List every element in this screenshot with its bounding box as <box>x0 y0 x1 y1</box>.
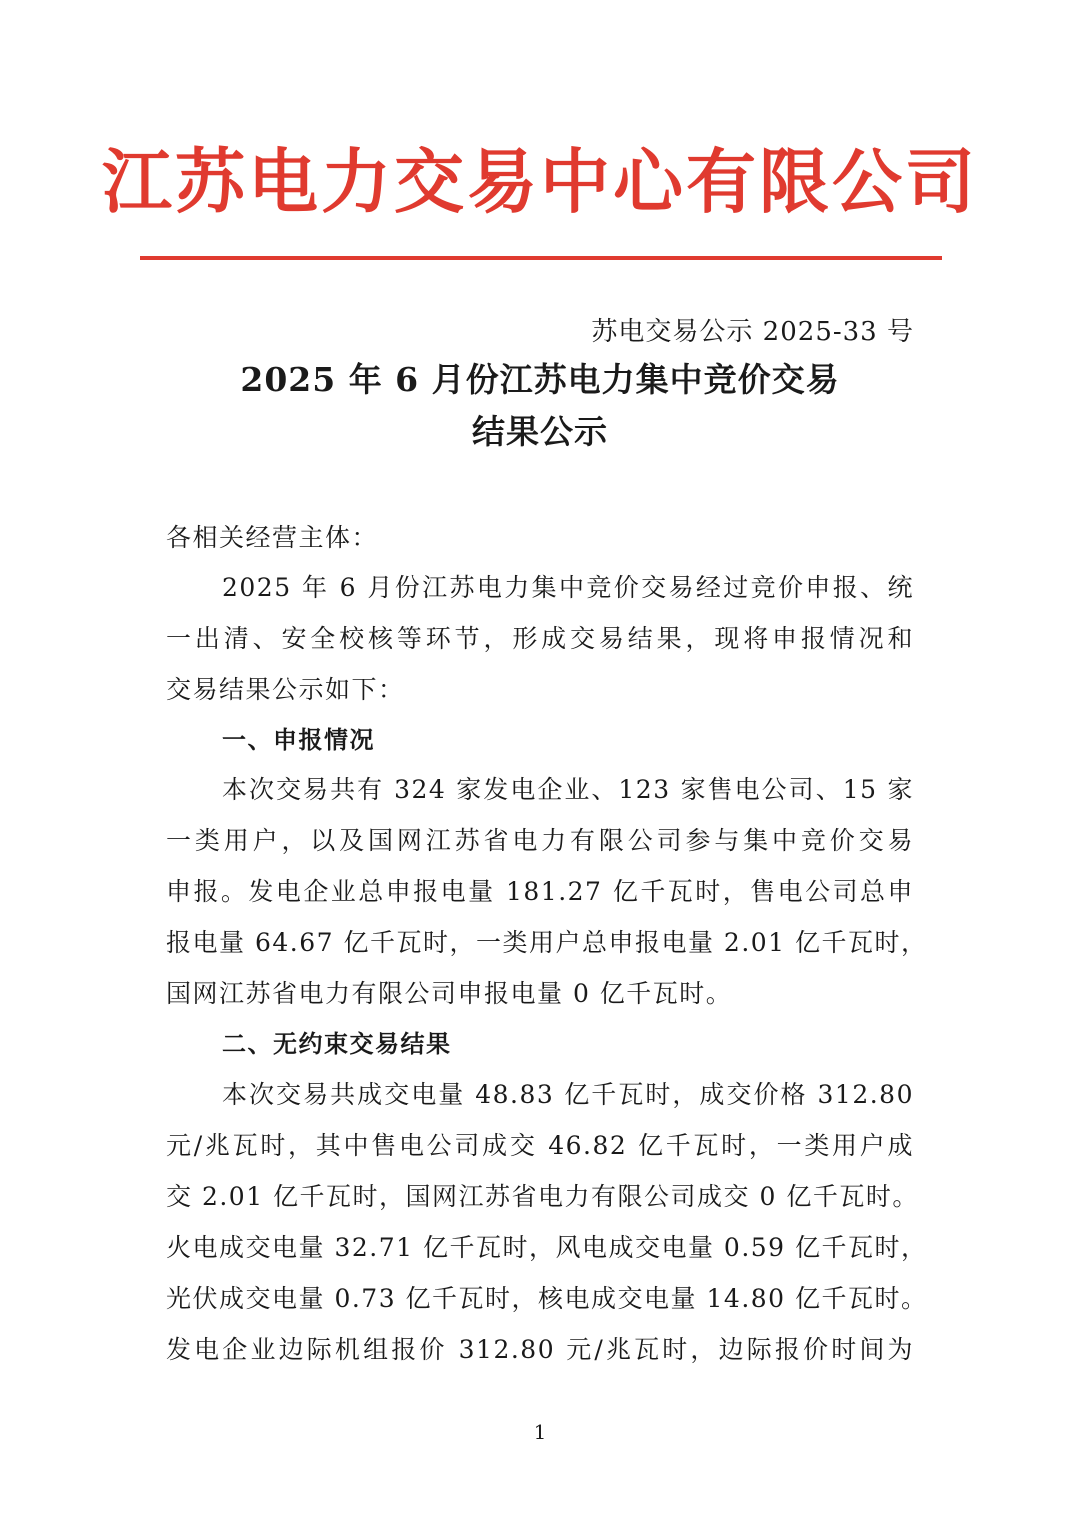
section2-line: 本次交易共成交电量 48.83 亿千瓦时，成交价格 312.80 <box>222 1080 914 1109</box>
intro-line: 交易结果公示如下： <box>166 675 405 704</box>
section1-line: 本次交易共有 324 家发电企业、123 家售电公司、15 家 <box>222 775 914 804</box>
document-title-line-1: 2025 年 6 月份江苏电力集中竞价交易 <box>240 360 840 399</box>
intro-line: 一出清、安全校核等环节，形成交易结果，现将申报情况和 <box>166 624 914 653</box>
section1-line: 报电量 64.67 亿千瓦时，一类用户总申报电量 2.01 亿千瓦时， <box>166 928 928 957</box>
section-heading-declaration: 一、申报情况 <box>222 726 375 754</box>
section2-line: 光伏成交电量 0.73 亿千瓦时，核电成交电量 14.80 亿千瓦时。 <box>166 1284 928 1313</box>
masthead-divider <box>140 256 942 260</box>
section1-line: 一类用户，以及国网江苏省电力有限公司参与集中竞价交易 <box>166 826 914 855</box>
section2-line: 发电企业边际机组报价 312.80 元/兆瓦时，边际报价时间为 <box>166 1335 914 1364</box>
section2-line: 交 2.01 亿千瓦时，国网江苏省电力有限公司成交 0 亿千瓦时。 <box>166 1182 919 1211</box>
intro-line: 2025 年 6 月份江苏电力集中竞价交易经过竞价申报、统 <box>222 573 914 602</box>
salutation: 各相关经营主体： <box>166 523 379 552</box>
org-masthead: 江苏电力交易中心有限公司 <box>102 141 978 223</box>
section2-line: 火电成交电量 32.71 亿千瓦时，风电成交电量 0.59 亿千瓦时， <box>166 1233 928 1262</box>
document-title-line-2: 结果公示 <box>472 412 608 451</box>
section1-line: 申报。发电企业总申报电量 181.27 亿千瓦时，售电公司总申 <box>166 877 914 906</box>
section1-line: 国网江苏省电力有限公司申报电量 0 亿千瓦时。 <box>166 979 733 1008</box>
page-number: 1 <box>533 1420 547 1444</box>
section2-line: 元/兆瓦时，其中售电公司成交 46.82 亿千瓦时，一类用户成 <box>166 1131 914 1160</box>
section-heading-results: 二、无约束交易结果 <box>222 1030 452 1058</box>
document-number: 苏电交易公示 2025-33 号 <box>591 317 914 347</box>
